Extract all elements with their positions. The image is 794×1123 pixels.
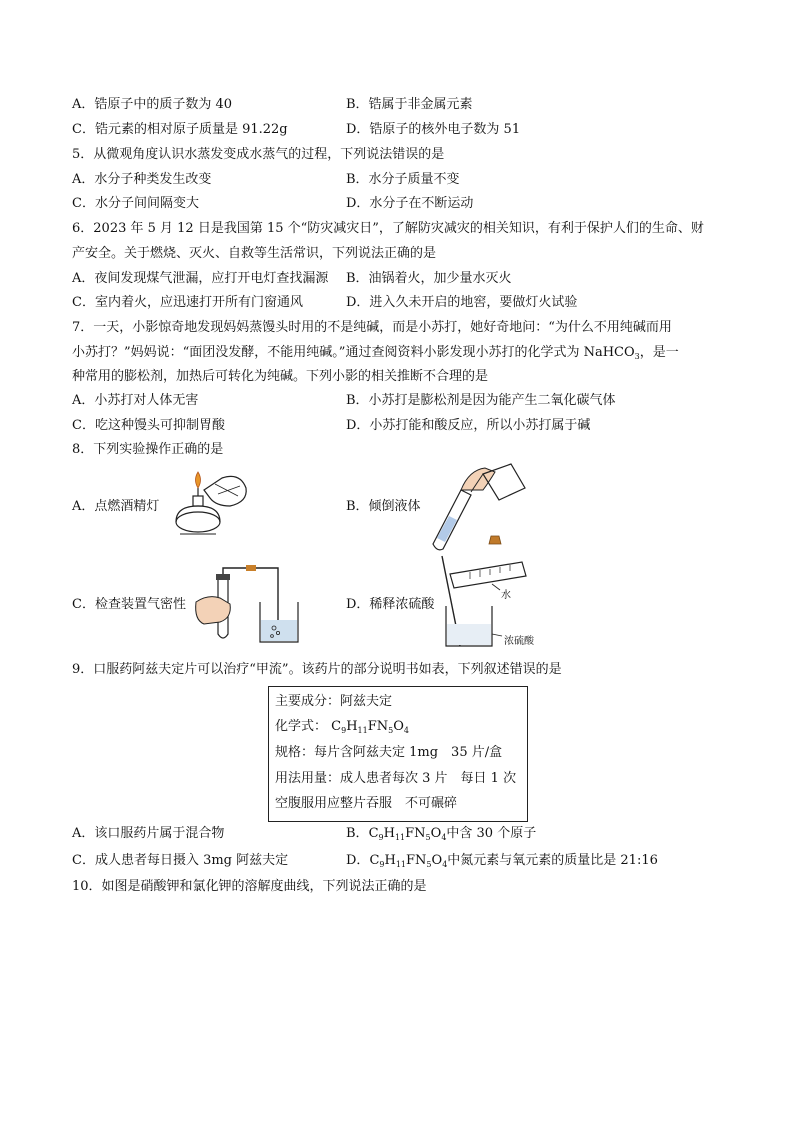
q7-option-d: D．小苏打能和酸反应，所以小苏打属于碱 — [346, 418, 591, 433]
q7-option-b: B．小苏打是膨松剂是因为能产生二氧化碳气体 — [346, 393, 616, 408]
label-water: 水 — [501, 590, 511, 601]
box-usage-note: 空腹服用应整片吞服 不可碾碎 — [275, 796, 458, 811]
q6-stem-line1: 6．2023 年 5 月 12 日是我国第 15 个“防灾减灾日”，了解防灾减灾的相关知识，有利于保护人们的生命、财 — [72, 221, 704, 236]
box-main-ingredient: 主要成分：阿兹夫定 — [275, 694, 393, 709]
q7-option-c: C．吃这种馒头可抑制胃酸 — [72, 418, 225, 433]
q4-option-b: B．锆属于非金属元素 — [346, 97, 473, 112]
q4-option-c: C．锆元素的相对原子质量是 91.22g — [72, 122, 288, 137]
q9-option-a: A．该口服药片属于混合物 — [72, 826, 225, 841]
q8-option-b: B．倾倒液体 — [346, 499, 421, 514]
q9-option-d: D．$C_9H_{11}FN_5O_4$中氮元素与氧元素的质量比是 21:16 — [346, 853, 658, 869]
q7-stem-line2: 小苏打？”妈妈说：“面团没发酵，不能用纯碱。”通过查阅资料小影发现小苏打的化学式为 NaHCO$_3$，是一 — [72, 345, 679, 361]
q5-option-b: B．水分子质量不变 — [346, 172, 460, 187]
q6-option-c: C．室内着火，应迅速打开所有门窗通风 — [72, 295, 303, 310]
q7-stem-line1: 7．一天，小影惊奇地发现妈妈蒸馒头时用的不是纯碱，而是小苏打，她好奇地问：“为什么不用纯碱而用 — [72, 320, 672, 335]
airtightness-check-figure — [190, 562, 310, 646]
q4-option-a: A．锆原子中的质子数为 40 — [72, 97, 233, 112]
q5-option-d: D．水分子在不断运动 — [346, 196, 474, 211]
q6-stem-line2: 产安全。关于燃烧、灭火、自救等生活常识，下列说法正确的是 — [72, 246, 437, 261]
q9-option-c: C．成人患者每日摄入 3mg 阿兹夫定 — [72, 853, 289, 868]
box-dosage: 用法用量：成人患者每次 3 片 每日 1 次 — [275, 771, 517, 786]
q10-stem: 10．如图是硝酸钾和氯化钾的溶解度曲线，下列说法正确的是 — [72, 879, 427, 894]
q7-option-a: A．小苏打对人体无害 — [72, 393, 199, 408]
formula-c: C — [331, 719, 342, 734]
q6-option-a: A．夜间发现煤气泄漏，应打开电灯查找漏源 — [72, 271, 329, 286]
q8-stem: 8．下列实验操作正确的是 — [72, 442, 224, 457]
q4-option-d: D．锆原子的核外电子数为 51 — [346, 122, 521, 137]
box-formula: 化学式： $C_9H_{11}FN_5O_4$ — [275, 719, 409, 735]
q5-option-a: A．水分子种类发生改变 — [72, 172, 212, 187]
box-spec: 规格：每片含阿兹夫定 1mg 35 片/盒 — [275, 745, 503, 760]
q8-option-c: C．检查装置气密性 — [72, 597, 186, 612]
pouring-liquid-figure — [425, 460, 535, 552]
alcohol-lamp-lighting-figure — [160, 466, 250, 542]
q6-option-b: B．油锅着火，加少量水灭火 — [346, 271, 512, 286]
drug-info-box — [268, 686, 528, 822]
q5-option-c: C．水分子间间隔变大 — [72, 196, 199, 211]
label-concentrated-acid: 浓硫酸 — [504, 636, 534, 647]
q7-stem-line3: 种常用的膨松剂，加热后可转化为纯碱。下列小影的相关推断不合理的是 — [72, 369, 489, 384]
q9-option-b: B．$C_9H_{11}FN_5O_4$中含 30 个原子 — [346, 826, 537, 842]
q6-option-d: D．进入久未开启的地窖，要做灯火试验 — [346, 295, 578, 310]
q8-option-a: A．点燃酒精灯 — [72, 499, 160, 514]
q5-stem: 5．从微观角度认识水蒸发变成水蒸气的过程，下列说法错误的是 — [72, 147, 445, 162]
q9-stem: 9．口服药阿兹夫定片可以治疗“甲流”。该药片的部分说明书如表，下列叙述错误的是 — [72, 662, 562, 677]
q8-option-d: D．稀释浓硫酸 — [346, 597, 435, 612]
